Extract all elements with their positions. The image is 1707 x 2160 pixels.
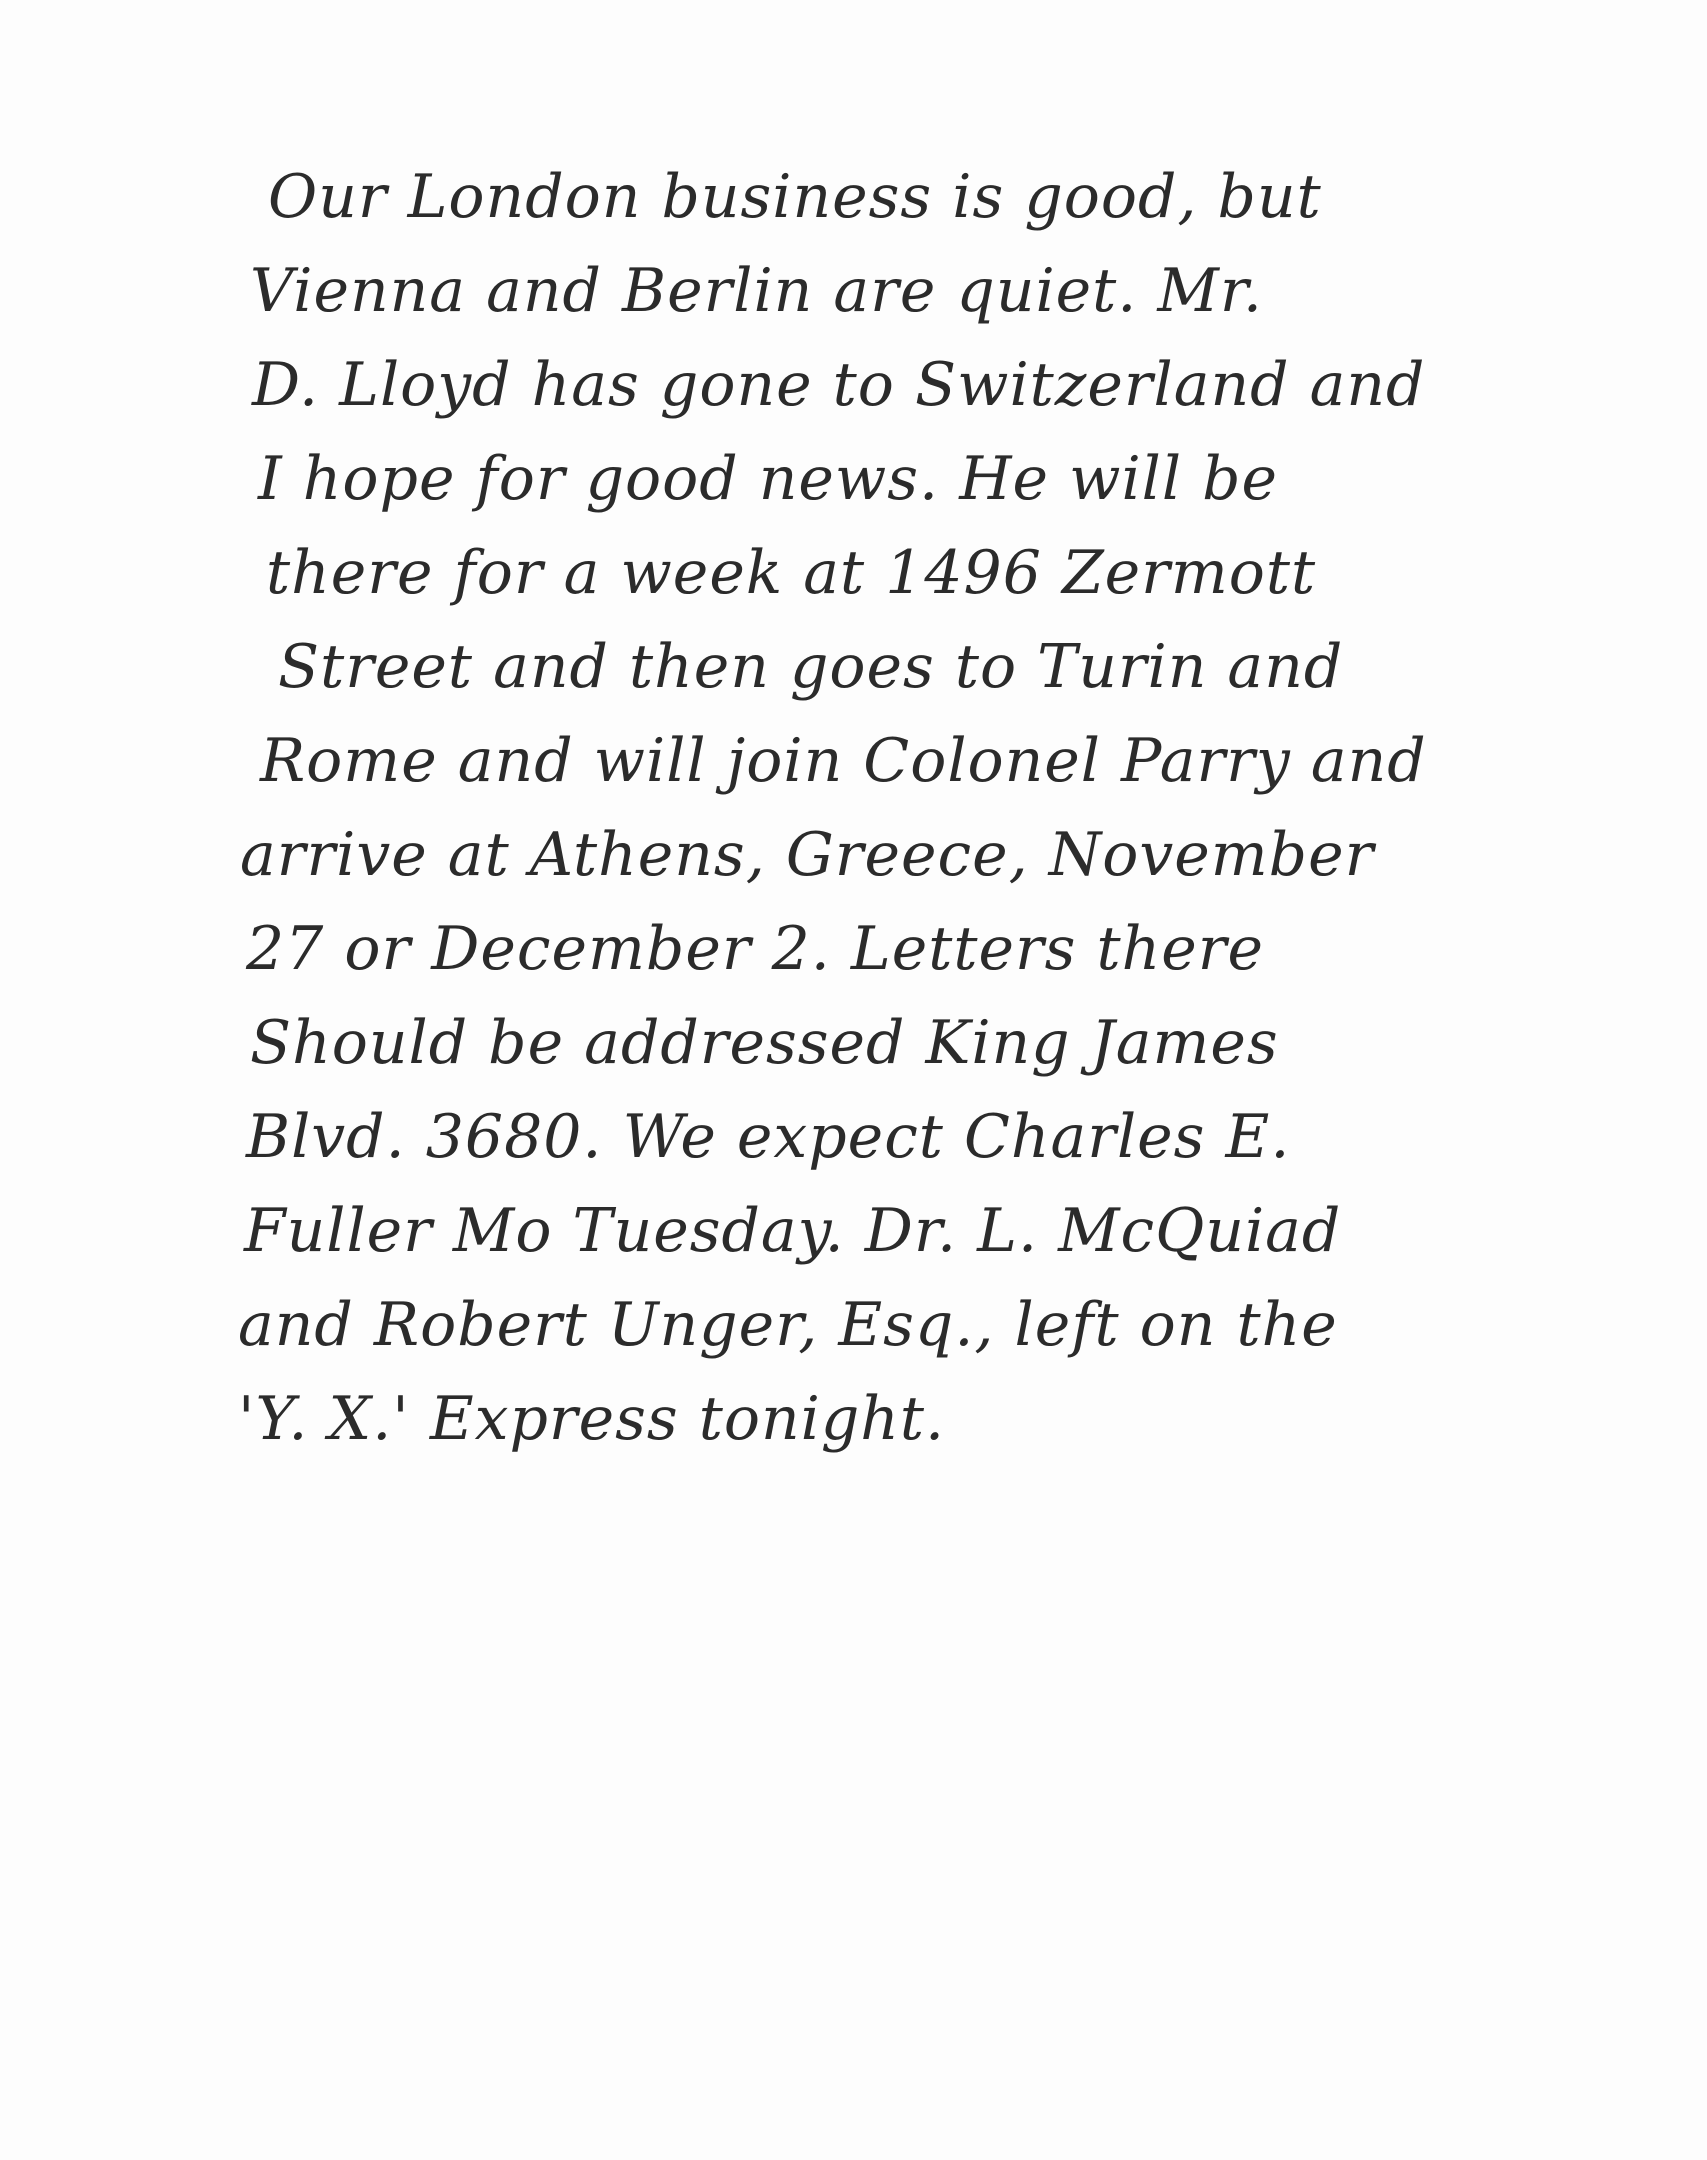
note-line: Fuller Mo Tuesday. Dr. L. McQuiad: [244, 1196, 1342, 1266]
note-line: D. Lloyd has gone to Switzerland and: [252, 350, 1426, 420]
note-line: Street and then goes to Turin and: [278, 632, 1344, 702]
note-line: Vienna and Berlin are quiet. Mr.: [250, 256, 1264, 326]
note-line: arrive at Athens, Greece, November: [240, 820, 1375, 890]
note-line: Our London business is good, but: [268, 162, 1322, 232]
note-line: I hope for good news. He will be: [258, 444, 1279, 514]
note-line: there for a week at 1496 Zermott: [266, 538, 1317, 608]
note-line: 27 or December 2. Letters there: [246, 914, 1264, 984]
note-line: 'Y. X.' Express tonight.: [238, 1384, 946, 1454]
note-line: Blvd. 3680. We expect Charles E.: [246, 1102, 1291, 1172]
handwritten-note: [230, 150, 1530, 1466]
note-line: Rome and will join Colonel Parry and: [260, 726, 1427, 796]
note-line: Should be addressed King James: [250, 1008, 1279, 1078]
note-line: and Robert Unger, Esq., left on the: [238, 1290, 1338, 1360]
